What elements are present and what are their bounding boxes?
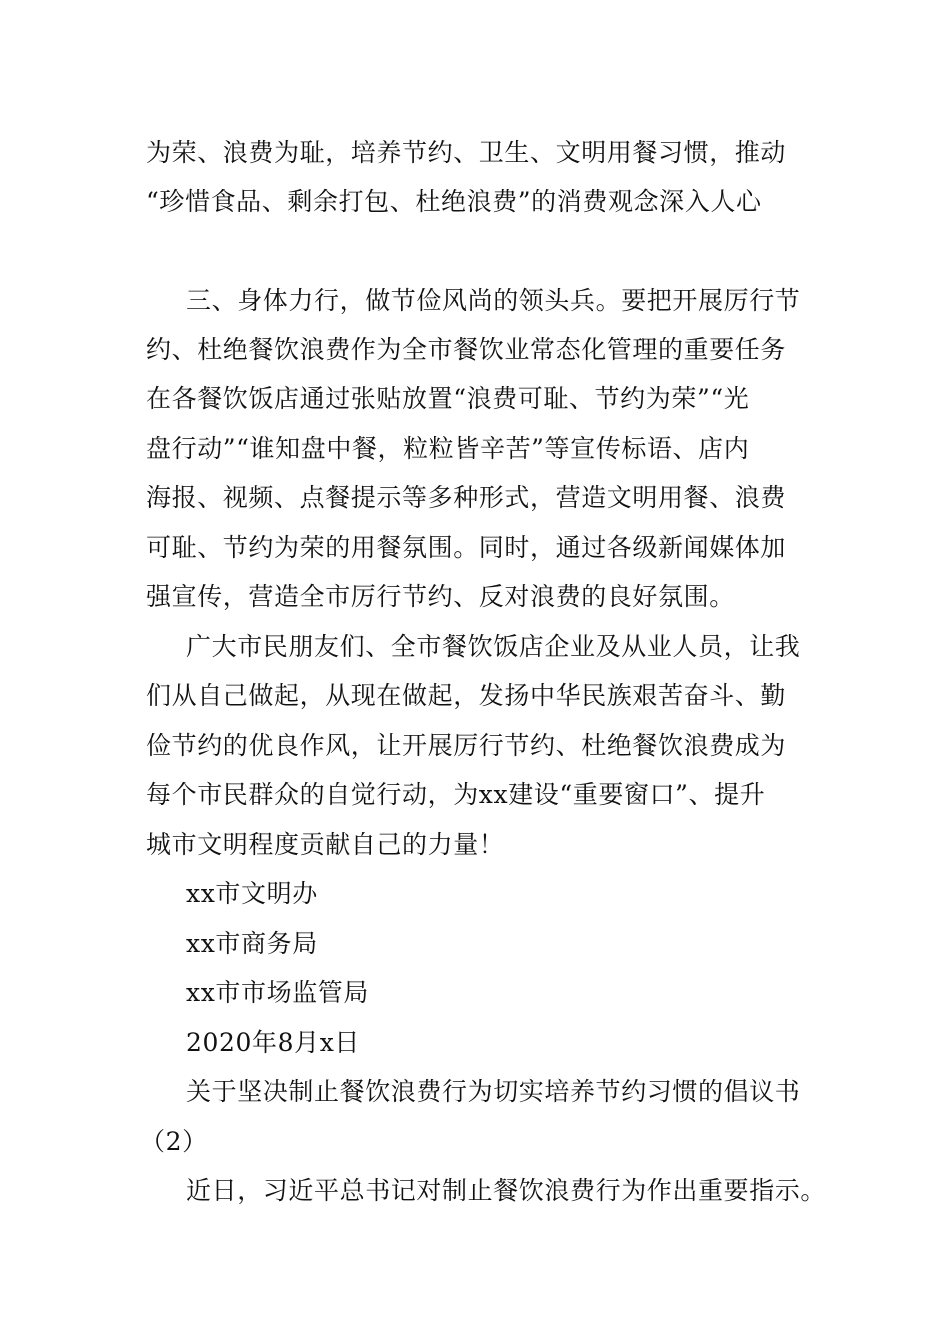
text-line: “珍惜食品、剩余打包、杜绝浪费”的消费观念深入人心	[146, 187, 762, 216]
paragraph-start-line: 近日，习近平总书记对制止餐饮浪费行为作出重要指示。	[186, 1176, 827, 1205]
text-line: 盘行动”“谁知盘中餐，粒粒皆辛苦”等宣传标语、店内	[146, 434, 750, 463]
section-heading-line: 三、身体力行，做节俭风尚的领头兵。要把开展厉行节	[186, 286, 801, 315]
text-line: 约、杜绝餐饮浪费作为全市餐饮业常态化管理的重要任务	[146, 335, 787, 364]
document-title-line: 关于坚决制止餐饮浪费行为切实培养节约习惯的倡议书	[186, 1077, 801, 1106]
text-line: 们从自己做起，从现在做起，发扬中华民族艰苦奋斗、勤	[146, 681, 787, 710]
text-line: 强宣传，营造全市厉行节约、反对浪费的良好氛围。	[146, 582, 735, 611]
text-line: 海报、视频、点餐提示等多种形式，营造文明用餐、浪费	[146, 483, 787, 512]
paragraph-start-line: 广大市民朋友们、全市餐饮饭店企业及从业人员，让我	[186, 632, 801, 661]
text-line: 城市文明程度贡献自己的力量！	[146, 830, 505, 859]
text-line: 为荣、浪费为耻，培养节约、卫生、文明用餐习惯，推动	[146, 138, 787, 167]
text-line: 在各餐饮饭店通过张贴放置“浪费可耻、节约为荣”“光	[146, 384, 750, 413]
signature-line: xx市市场监管局	[186, 978, 369, 1007]
signature-line: xx市商务局	[186, 929, 318, 958]
document-title-number: （2）	[140, 1127, 208, 1156]
signature-line: xx市文明办	[186, 879, 318, 908]
date-line: 2020年8月x日	[186, 1028, 361, 1057]
text-line: 每个市民群众的自觉行动，为xx建设“重要窗口”、提升	[146, 780, 766, 809]
text-line: 可耻、节约为荣的用餐氛围。同时，通过各级新闻媒体加	[146, 533, 787, 562]
text-line: 俭节约的优良作风，让开展厉行节约、杜绝餐饮浪费成为	[146, 731, 787, 760]
